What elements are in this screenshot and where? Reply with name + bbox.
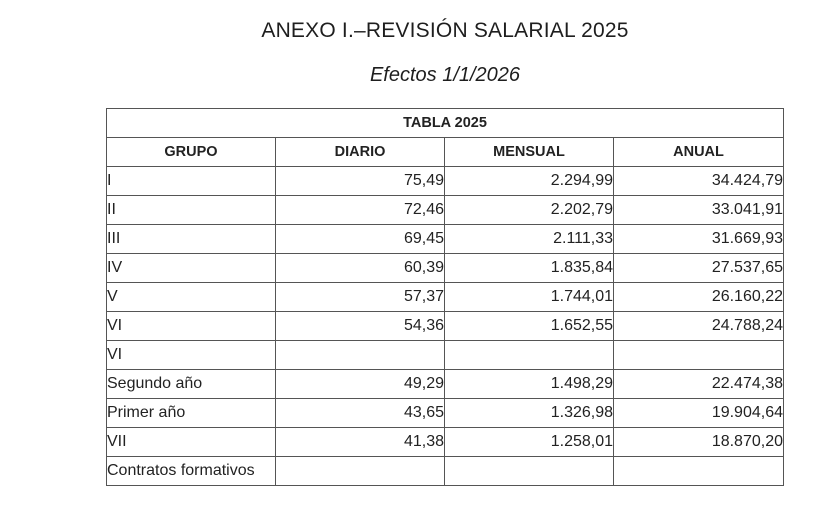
cell-anual: 31.669,93: [614, 225, 784, 254]
cell-grupo: VI: [107, 312, 276, 341]
cell-mensual: 1.326,98: [445, 399, 614, 428]
header-anual: ANUAL: [614, 138, 784, 167]
table-row: [107, 167, 784, 196]
cell-anual: [614, 457, 784, 486]
cell-mensual: 1.744,01: [445, 283, 614, 312]
table-row: [107, 196, 784, 225]
table-row: [107, 399, 784, 428]
table-row: [107, 312, 784, 341]
cell-mensual: 1.258,01: [445, 428, 614, 457]
table-row: [107, 254, 784, 283]
table-row: [107, 225, 784, 254]
cell-anual: 19.904,64: [614, 399, 784, 428]
cell-diario: 60,39: [276, 254, 445, 283]
header-grupo: GRUPO: [107, 138, 276, 167]
table-row: [107, 457, 784, 486]
table-row: [107, 283, 784, 312]
cell-grupo: VI: [107, 341, 276, 370]
cell-diario: 41,38: [276, 428, 445, 457]
table-caption: TABLA 2025: [107, 109, 784, 138]
salary-table: [106, 108, 784, 486]
cell-diario: 72,46: [276, 196, 445, 225]
cell-grupo: IV: [107, 254, 276, 283]
cell-diario: [276, 457, 445, 486]
cell-mensual: 1.652,55: [445, 312, 614, 341]
table-header-row: [107, 138, 784, 167]
cell-anual: 22.474,38: [614, 370, 784, 399]
cell-grupo: VII: [107, 428, 276, 457]
cell-diario: 54,36: [276, 312, 445, 341]
cell-anual: 26.160,22: [614, 283, 784, 312]
cell-grupo: Contratos formativos: [107, 457, 276, 486]
cell-anual: 34.424,79: [614, 167, 784, 196]
cell-grupo: V: [107, 283, 276, 312]
cell-diario: 69,45: [276, 225, 445, 254]
cell-diario: [276, 341, 445, 370]
header-diario: DIARIO: [276, 138, 445, 167]
cell-diario: 75,49: [276, 167, 445, 196]
document-subtitle: Efectos 1/1/2026: [369, 64, 521, 86]
cell-mensual: 1.498,29: [445, 370, 614, 399]
header-mensual: MENSUAL: [445, 138, 614, 167]
cell-anual: [614, 341, 784, 370]
cell-grupo: II: [107, 196, 276, 225]
cell-mensual: [445, 457, 614, 486]
document-title: ANEXO I.–REVISIÓN SALARIAL 2025: [261, 19, 629, 42]
cell-mensual: 2.294,99: [445, 167, 614, 196]
cell-diario: 57,37: [276, 283, 445, 312]
cell-diario: 49,29: [276, 370, 445, 399]
table-caption-row: [107, 109, 784, 138]
cell-mensual: 1.835,84: [445, 254, 614, 283]
cell-anual: 24.788,24: [614, 312, 784, 341]
cell-anual: 18.870,20: [614, 428, 784, 457]
table-row: [107, 370, 784, 399]
table-row: [107, 428, 784, 457]
cell-grupo: Primer año: [107, 399, 276, 428]
cell-mensual: 2.202,79: [445, 196, 614, 225]
cell-anual: 33.041,91: [614, 196, 784, 225]
cell-grupo: Segundo año: [107, 370, 276, 399]
cell-grupo: III: [107, 225, 276, 254]
cell-mensual: [445, 341, 614, 370]
cell-grupo: I: [107, 167, 276, 196]
cell-mensual: 2.111,33: [445, 225, 614, 254]
table-row: [107, 341, 784, 370]
cell-diario: 43,65: [276, 399, 445, 428]
cell-anual: 27.537,65: [614, 254, 784, 283]
